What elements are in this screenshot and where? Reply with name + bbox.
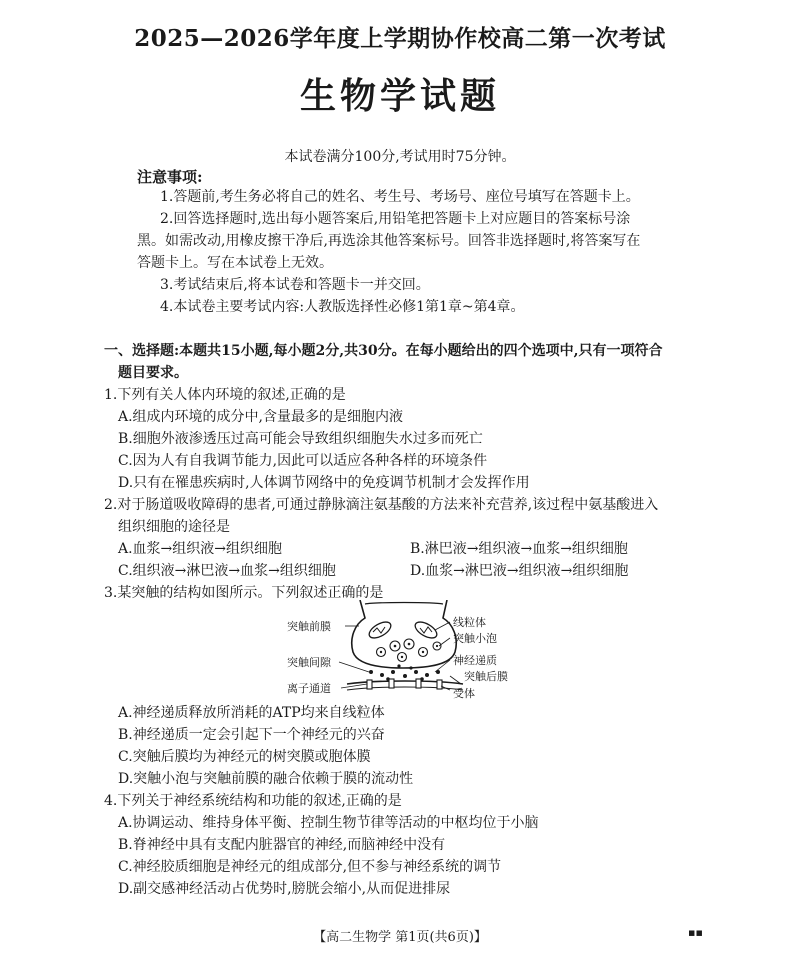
q2-stem-line-1: 2.对于肠道吸收障碍的患者,可通过静脉滴注氨基酸的方法来补充营养,该过程中氨基酸进入 — [104, 497, 659, 513]
note-item-2-line-2: 黑。如需改动,用橡皮擦干净后,再选涂其他答案标号。回答非选择题时,将答案写在 — [137, 233, 641, 249]
q1-option-b: B.细胞外液渗透压过高可能会导致组织细胞失水过多而死亡 — [118, 431, 483, 447]
exam-title: 2025—2026学年度上学期协作校高二第一次考试 — [134, 25, 666, 52]
synaptic-vesicles — [377, 639, 442, 662]
note-item-4: 4.本试卷主要考试内容:人教版选择性必修1第1章~第4章。 — [160, 299, 525, 315]
q4-option-a: A.协调运动、维持身体平衡、控制生物节律等活动的中枢均位于小脑 — [118, 815, 539, 831]
q4-option-c: C.神经胶质细胞是神经元的组成部分,但不参与神经系统的调节 — [118, 859, 502, 875]
label-synaptic-cleft: 突触间隙 — [287, 656, 331, 669]
q4-option-b: B.脊神经中具有支配内脏器官的神经,而脑神经中没有 — [118, 837, 446, 853]
notes-heading: 注意事项: — [137, 168, 203, 186]
postsynaptic-membrane-line — [347, 681, 463, 684]
corner-mark: ▪▪ — [688, 926, 703, 939]
score-info: 本试卷满分100分,考试用时75分钟。 — [284, 149, 516, 165]
q4-option-d: D.副交感神经活动占优势时,膀胱会缩小,从而促进排尿 — [118, 881, 451, 897]
q3-option-d: D.突触小泡与突触前膜的融合依赖于膜的流动性 — [118, 771, 414, 787]
label-neurotransmitter: 神经递质 — [453, 654, 497, 667]
q1-option-c: C.因为人有自我调节能力,因此可以适应各种各样的环境条件 — [118, 453, 488, 469]
label-receptor: 受体 — [453, 687, 475, 700]
section-heading-line-2: 题目要求。 — [118, 365, 188, 381]
q3-option-b: B.神经递质一定会引起下一个神经元的兴奋 — [118, 727, 385, 743]
q2-stem-line-2: 组织细胞的途径是 — [118, 519, 230, 535]
subject-title: 生物学试题 — [299, 75, 500, 117]
q1-option-a: A.组成内环境的成分中,含量最多的是细胞内液 — [118, 409, 404, 425]
q1-stem: 1.下列有关人体内环境的叙述,正确的是 — [104, 387, 346, 403]
section-heading-line-1: 一、选择题:本题共15小题,每小题2分,共30分。在每小题给出的四个选项中,只有一项符合 — [104, 343, 663, 359]
page-footer: 【高二生物学 第1页(共6页)】 — [313, 930, 487, 945]
note-item-2-line-1: 2.回答选择题时,选出每小题答案后,用铅笔把答题卡上对应题目的答案标号涂 — [160, 211, 631, 227]
q3-stem: 3.某突触的结构如图所示。下列叙述正确的是 — [104, 585, 384, 601]
q3-option-c: C.突触后膜均为神经元的树突膜或胞体膜 — [118, 749, 371, 765]
q2-option-d: D.血浆→淋巴液→组织液→组织细胞 — [410, 563, 629, 579]
q2-option-c: C.组织液→淋巴液→血浆→组织细胞 — [118, 563, 336, 579]
label-presynaptic-membrane: 突触前膜 — [287, 620, 331, 633]
q3-option-a: A.神经递质释放所消耗的ATP均来自线粒体 — [118, 705, 385, 721]
note-item-2-line-3: 答题卡上。写在本试卷上无效。 — [137, 255, 333, 271]
label-synaptic-vesicle: 突触小泡 — [453, 632, 497, 645]
q1-option-d: D.只有在罹患疾病时,人体调节网络中的免疫调节机制才会发挥作用 — [118, 475, 530, 491]
label-postsynaptic-membrane: 突触后膜 — [464, 670, 508, 683]
note-item-3: 3.考试结束后,将本试卷和答题卡一并交回。 — [160, 277, 430, 293]
label-ion-channel: 离子通道 — [287, 682, 331, 695]
note-item-1: 1.答题前,考生务必将自己的姓名、考生号、考场号、座位号填写在答题卡上。 — [160, 189, 640, 205]
synapse-figure — [285, 600, 530, 700]
label-mitochondrion: 线粒体 — [453, 616, 486, 629]
mitochondrion-icon — [367, 619, 394, 641]
q4-stem: 4.下列关于神经系统结构和功能的叙述,正确的是 — [104, 793, 402, 809]
q2-option-b: B.淋巴液→组织液→血浆→组织细胞 — [410, 541, 628, 557]
q2-option-a: A.血浆→组织液→组织细胞 — [118, 541, 283, 557]
